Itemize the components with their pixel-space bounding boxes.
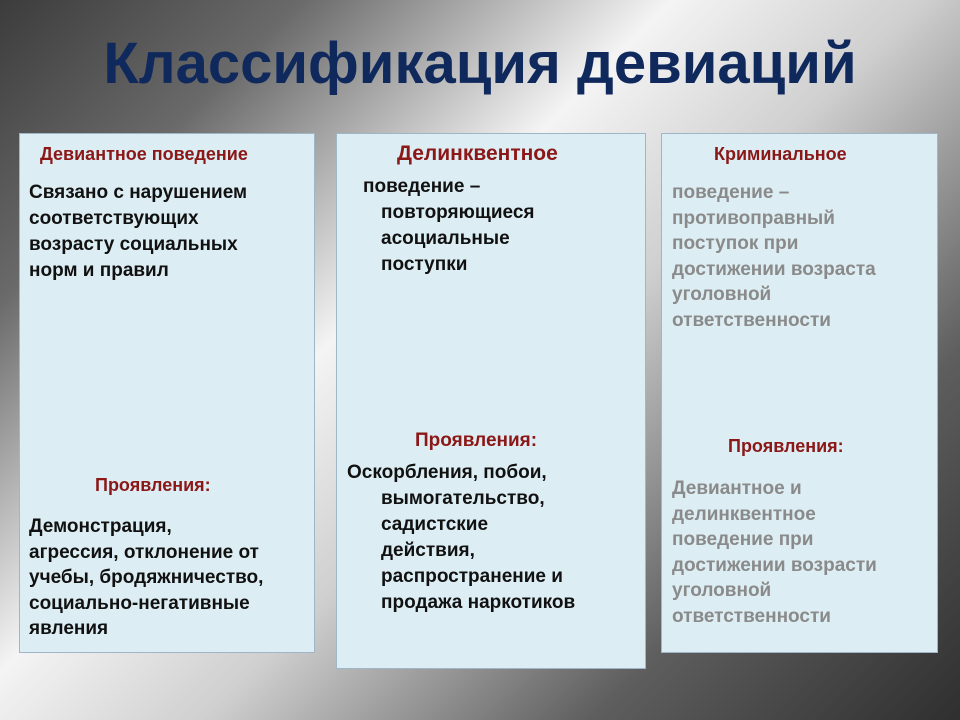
text-line: достижении возраста — [672, 258, 876, 280]
text-line: поведение – — [363, 176, 481, 197]
text-line: продажа наркотиков — [381, 592, 576, 613]
text-line: действия, — [381, 540, 475, 561]
text-line: поступки — [381, 254, 468, 275]
text-line: ответственности — [672, 309, 831, 331]
text-line: учебы, бродяжничество, — [29, 567, 264, 588]
delinquent-behavior-card — [336, 133, 646, 669]
text-line: Оскорбления, побои, — [347, 462, 547, 483]
text-line: поведение при — [672, 529, 814, 550]
criminal-manifestations — [672, 476, 877, 629]
deviant-heading: Девиантное поведение — [40, 144, 248, 164]
text-line: Демонстрация, — [29, 516, 172, 537]
text-line: противоправный — [672, 207, 835, 229]
text-line: явления — [29, 618, 109, 639]
delinquent-manifestations-label: Проявления: — [415, 430, 538, 451]
text-line: ответственности — [672, 605, 831, 627]
text-line: делинквентное — [672, 503, 816, 525]
criminal-behavior-card — [661, 133, 938, 653]
text-line: поступок при — [672, 233, 799, 254]
text-line: возрасту социальных — [29, 234, 238, 255]
text-line: Связано с нарушением — [29, 182, 248, 203]
text-line: агрессия, отклонение от — [29, 541, 259, 563]
criminal-manifestations-label: Проявления: — [728, 436, 844, 456]
text-line: социально-негативные — [29, 592, 250, 614]
text-line: уголовной — [672, 580, 772, 601]
text-line: уголовной — [672, 284, 772, 305]
deviant-behavior-card — [19, 133, 315, 653]
text-line: соответствующих — [29, 208, 199, 229]
criminal-description — [672, 180, 876, 333]
delinquent-manifestations — [337, 460, 647, 616]
text-line: Девиантное и — [672, 478, 802, 499]
text-line: достижении возрасти — [672, 554, 877, 576]
page-title: Классификация девиаций — [103, 31, 857, 96]
deviant-description — [29, 180, 247, 284]
text-line: норм и правил — [29, 260, 169, 281]
delinquent-heading: Делинквентное — [397, 142, 558, 165]
criminal-heading: Криминальное — [714, 144, 847, 164]
delinquent-description — [337, 174, 647, 278]
text-line: асоциальные — [381, 228, 510, 249]
text-line: повторяющиеся — [381, 202, 535, 223]
text-line: поведение – — [672, 182, 790, 203]
text-line: распространение и — [381, 566, 563, 587]
deviant-manifestations-label: Проявления: — [95, 475, 211, 495]
deviant-manifestations — [29, 514, 263, 642]
text-line: садистские — [381, 514, 489, 535]
text-line: вымогательство, — [381, 488, 545, 509]
